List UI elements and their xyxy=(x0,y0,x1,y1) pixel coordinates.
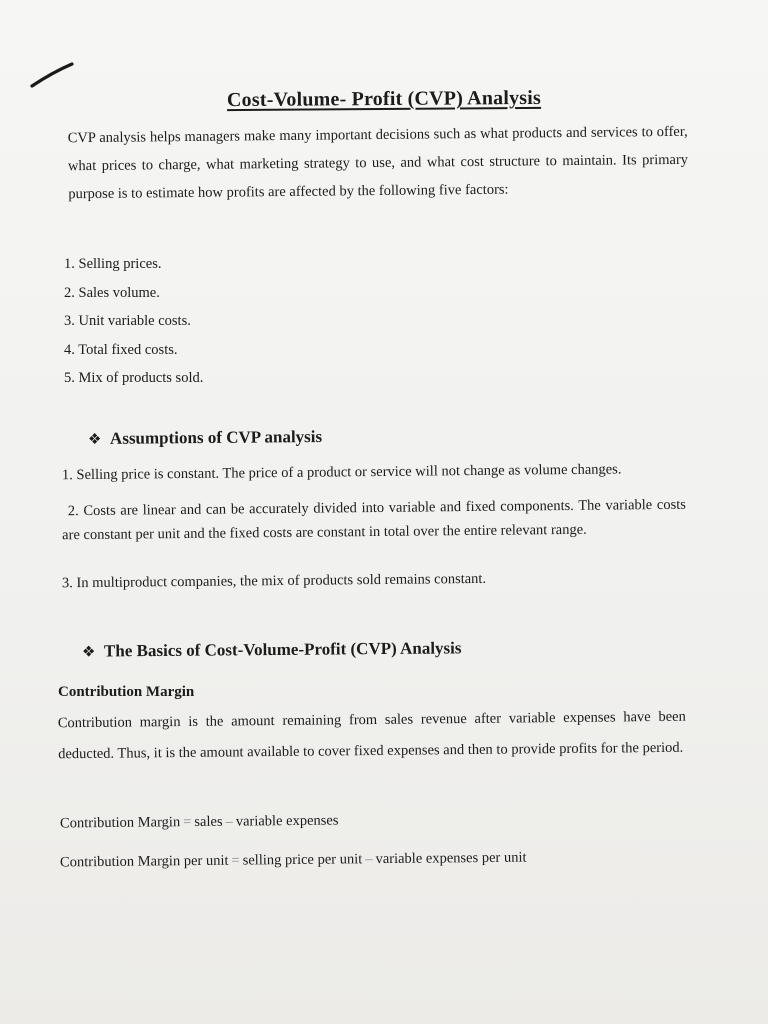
factor-item: 4. Total fixed costs. xyxy=(64,341,178,358)
factor-item: 3. Unit variable costs. xyxy=(64,313,191,329)
assumptions-heading-text: Assumptions of CVP analysis xyxy=(109,426,323,448)
basics-heading-text: The Basics of Cost-Volume-Profit (CVP) Analysis xyxy=(103,638,462,661)
factor-list xyxy=(64,250,203,393)
diamond-bullet-icon: ❖ xyxy=(87,431,102,449)
diamond-bullet-icon: ❖ xyxy=(81,644,96,661)
intro-paragraph: CVP analysis helps managers make many important decisions such as what products and services to offer, what prices to charge, what marketing strategy to use, and what cost structure to maintain. Its primary purpose is to estimate how profits are affected by the following five factors: xyxy=(67,123,689,203)
page-title: Cost-Volume- Profit (CVP) Analysis xyxy=(226,86,542,112)
basics-heading xyxy=(82,638,462,661)
contribution-margin-formula: Contribution Margin = sales – variable expenses xyxy=(59,812,339,832)
assumption-item: 2. Costs are linear and can be accurately divided into variable and fixed components. The variable costs are constant per unit and the fixed costs are constant in total over the entire relevant range. xyxy=(62,496,686,544)
factor-item: 1. Selling prices. xyxy=(64,256,162,272)
contribution-margin-per-unit-formula: Contribution Margin per unit = selling price per unit – variable expenses per unit xyxy=(59,849,527,871)
factor-item: 2. Sales volume. xyxy=(64,284,160,301)
contribution-margin-paragraph: Contribution margin is the amount remaining from sales revenue after variable expenses have been deducted. Thus, it is the amount available to cover fixed expenses and then to provide profits for the period. xyxy=(57,708,686,763)
assumption-item: 3. In multiproduct companies, the mix of products sold remains constant. xyxy=(61,570,487,592)
contribution-margin-subheading: Contribution Margin xyxy=(58,684,195,700)
pen-stroke-mark xyxy=(28,60,76,90)
factor-item: 5. Mix of products sold. xyxy=(64,370,204,386)
assumption-item: 1. Selling price is constant. The price of a product or service will not change as volume changes. xyxy=(61,461,622,484)
assumptions-heading xyxy=(88,427,322,449)
